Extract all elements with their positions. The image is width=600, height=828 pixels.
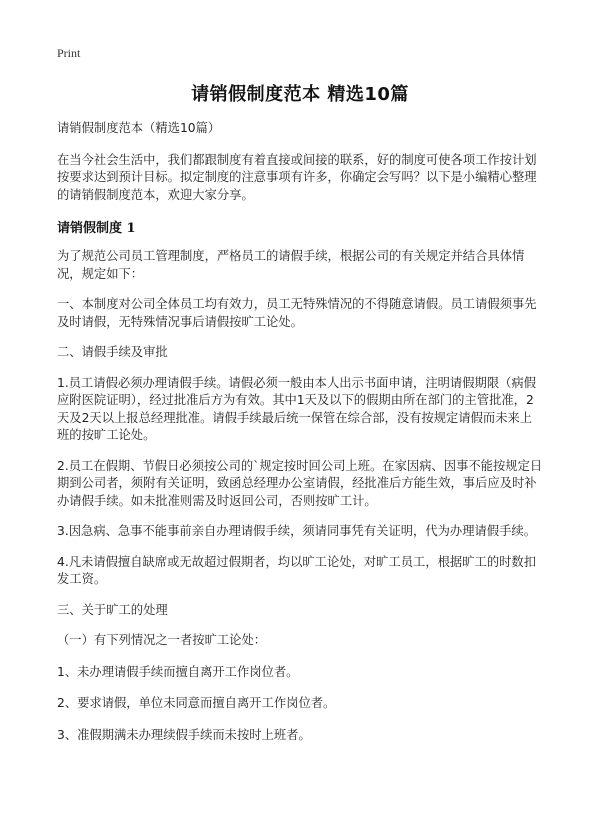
page-title: 请销假制度范本 精选10篇 [191, 84, 409, 105]
print-label: Print [57, 46, 81, 60]
list-item: 1、未办理请假手续而擅自离开工作岗位者。 [57, 664, 299, 679]
rule-item: 1.员工请假必须办理请假手续。请假必须一般由本人出示书面申请，注明请假期限（病假应附医院证明），经过批准后方为有效。其中1天及以下的假期由所在部门的主管批准，2天及2天以上报总经理批准。请假手续最后统一保管在综合部，没有按规定请假而未来上班的按旷工论处。 [57, 375, 537, 442]
section-heading: 请销假制度 1 [57, 221, 136, 236]
document-body [57, 120, 543, 758]
body-paragraph: 一、本制度对公司全体员工均有效力，员工无特殊情况的不得随意请假。员工请假须事先及时请假，无特殊情况事后请假按旷工论处。 [57, 297, 537, 329]
rule-item: 2.员工在假期、节假日必须按公司的`规定按时回公司上班。在家因病、因事不能按规定日期到公司者，须附有关证明，致函总经理办公室请假，经批准后方能生效，事后应及时补办请假手续。如未批准则需及时返回公司，否则按旷工计。 [57, 458, 543, 508]
rule-item: 4.凡未请假擅自缺席或无故超过假期者，均以旷工论处，对旷工员工，根据旷工的时数扣发工资。 [57, 554, 537, 586]
subsection-heading: 二、请假手续及审批 [57, 345, 168, 359]
intro-paragraph: 在当今社会生活中，我们都跟制度有着直接或间接的联系，好的制度可使各项工作按计划按要求达到预计目标。拟定制度的注意事项有许多，你确定会写吗？以下是小编精心整理的请销假制度范本，欢迎大家分享。 [57, 152, 537, 202]
list-heading: （一）有下列情况之一者按旷工论处： [57, 633, 267, 647]
subsection-heading: 三、关于旷工的处理 [57, 602, 168, 617]
list-item: 3、准假期满未办理续假手续而未按时上班者。 [57, 727, 311, 742]
rule-item: 3.因急病、急事不能事前亲自办理请假手续，须请同事凭有关证明，代为办理请假手续。 [57, 524, 537, 538]
list-item: 2、要求请假，单位未同意而擅自离开工作岗位者。 [57, 696, 336, 710]
document-subtitle: 请销假制度范本（精选10篇） [57, 121, 221, 135]
body-paragraph: 为了规范公司员工管理制度，严格员工的请假手续，根据公司的有关规定并结合具体情况，规定如下： [57, 249, 525, 281]
